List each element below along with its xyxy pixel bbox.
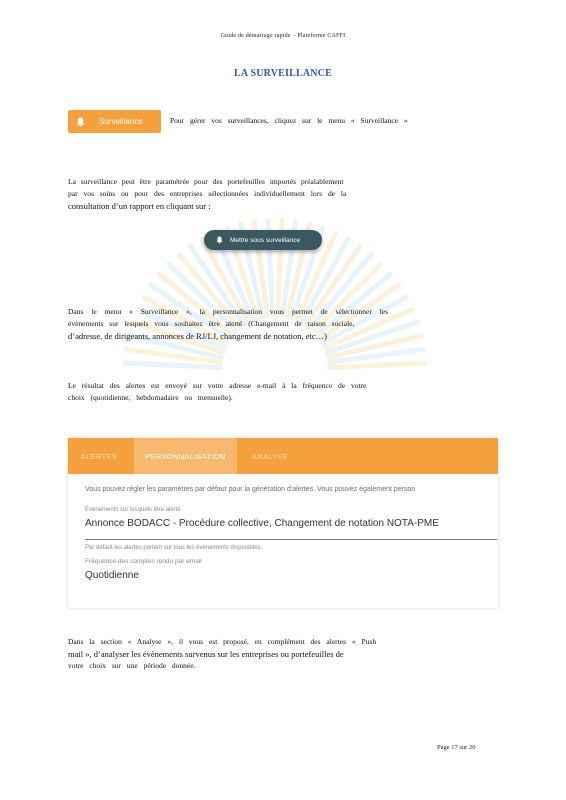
paragraph-line: d’adresse, de dirigeants, annonces de RJ/LJ, changement de notation, etc…) <box>68 331 327 341</box>
mettre-sous-surveillance-button[interactable] <box>204 230 322 250</box>
page-header: Guide de démarrage rapide – Plateforme CAFFI <box>220 33 346 39</box>
paragraph-line: votre choix sur une période donnée. <box>68 661 196 670</box>
section-title: LA SURVEILLANCE <box>234 68 332 79</box>
watermark-ray <box>330 363 425 367</box>
events-select-underline <box>85 539 497 540</box>
page-number: Page 17 sur 20 <box>437 744 476 751</box>
paragraph-intro: Pour gérer vos surveillances, cliquez sur le menu « Surveillance » <box>170 116 408 125</box>
paragraph-surveillance-setup <box>68 176 498 212</box>
paragraph-line: choix (quotidienne, hebdomadaire ou mensuelle). <box>68 393 233 402</box>
paragraph-analyse <box>68 636 498 672</box>
paragraph-line: consultation d’un rapport en cliquant sur : <box>68 201 211 211</box>
paragraph-line: Dans la section « Analyse », il vous est proposé, en complément des alertes « Push <box>68 637 377 646</box>
paragraph-line: évènements sur lesquels vous souhaitez être alerté (Changement de raison sociale, <box>68 319 355 328</box>
paragraph-personnalisation <box>68 306 498 342</box>
paragraph-line: par vos soins ou pour des entreprises sélectionnées individuellement lors de la <box>68 189 347 198</box>
watermark-sunburst <box>95 195 455 375</box>
paragraph-line: Dans le menu « Surveillance », la personnalisation vous permet de sélectionner les <box>68 307 389 316</box>
mettre-sous-surveillance-label: Mettre sous surveillance <box>230 236 301 244</box>
tab-alertes[interactable]: ALERTES <box>80 451 118 461</box>
paragraph-line: Le résultat des alertes est envoyé sur votre adresse e-mail à la fréquence de votre <box>68 381 367 390</box>
tab-personnalisation[interactable]: PERSONNALISATION <box>134 438 237 474</box>
events-field-label: Évènements sur lesquels être alerté <box>85 507 181 513</box>
events-help-text: Par défaut les alertes portent sur tous les évènements disponibles. <box>85 545 263 551</box>
personnalisation-panel <box>68 438 498 608</box>
panel-tab-bar <box>68 438 498 474</box>
panel-intro-text: Vous pouvez régler les paramètres par défaut pour la génération d'alertes. Vous pouvez également person <box>85 486 416 493</box>
events-select[interactable]: Annonce BODACC - Procédure collective, Changement de notation NOTA-PME <box>85 518 439 529</box>
tab-analyse[interactable]: ANALYSE <box>251 451 289 461</box>
frequency-field-label: Fréquence des comptes rendu par email <box>85 558 202 565</box>
paragraph-resultat <box>68 380 498 404</box>
bell-icon <box>216 236 223 244</box>
surveillance-menu-button[interactable] <box>68 110 161 133</box>
paragraph-line: La surveillance peut être paramétrée pour des portefeuilles importés préalablement <box>68 177 344 186</box>
frequency-select[interactable]: Quotidienne <box>85 570 139 581</box>
surveillance-menu-label: Surveillance <box>99 117 143 126</box>
bell-icon <box>76 117 85 127</box>
paragraph-line: mail », d’analyser les évènements survenus sur les entreprises ou portefeuilles de <box>68 649 344 659</box>
watermark-ray <box>125 363 220 367</box>
